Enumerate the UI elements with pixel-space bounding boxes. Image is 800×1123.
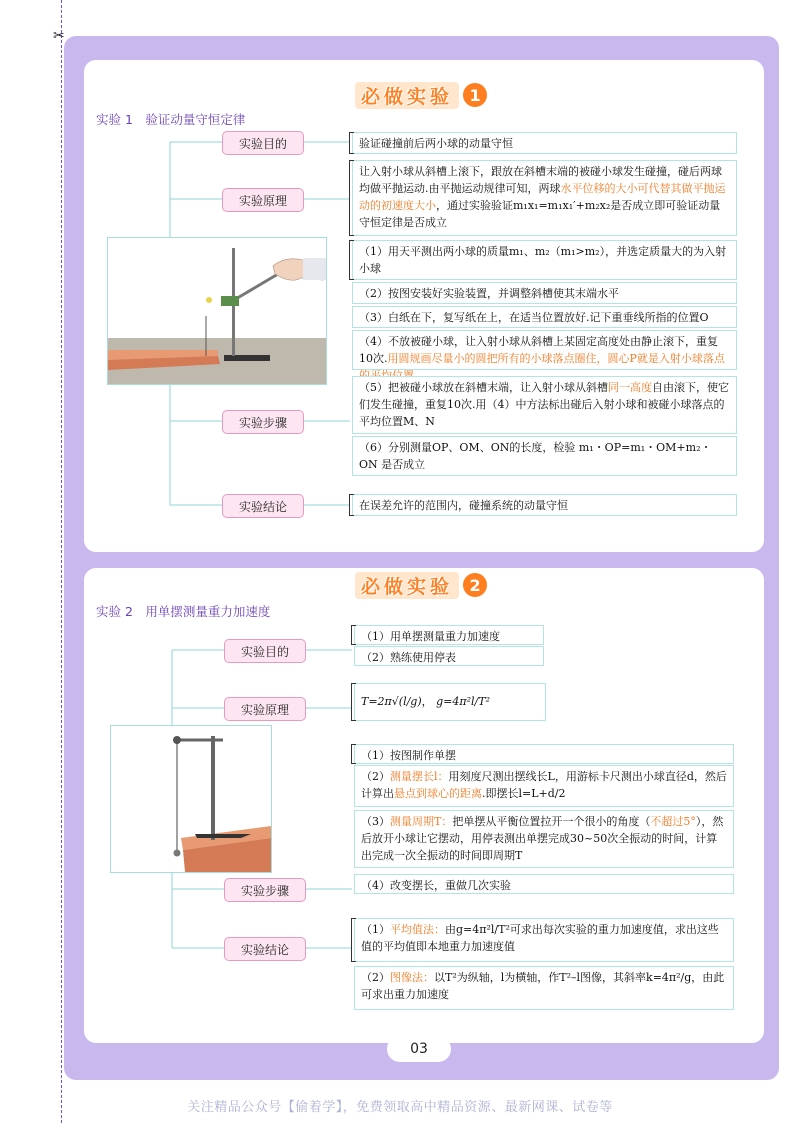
formula-separator: ， [421, 695, 433, 708]
exp2-step-3-text: 把单摆从平衡位置拉开一个很小的角度（ [452, 815, 651, 828]
banner-title: 必做实验 [355, 572, 459, 599]
footer-watermark: 关注精品公众号【偷着学】，免费领取高中精品资源、最新网课、试卷等 [187, 1100, 613, 1115]
exp2-purpose-1 [354, 625, 544, 645]
exp2-step-3-highlight-2: 不超过5° [650, 815, 696, 828]
banner-number: 1 [463, 83, 487, 107]
cut-line [61, 0, 62, 1123]
exp1-step-3 [352, 306, 737, 328]
exp1-step-4-text: （4）不放被碰小球，让入射小球从斜槽上某固定高度处由静止滚下，重复10次. [359, 335, 718, 365]
exp1-step-6-text: （6）分别测量OP、OM、ON的长度，检验 m₁・OP=m₁・OM+m₂・ON 是否成立 [359, 441, 712, 471]
exp2-purpose-1-text: （1）用单摆测量重力加速度 [361, 630, 500, 643]
exp2-step-2 [354, 765, 734, 807]
exp2-step-2-highlight: 测量摆长l： [390, 770, 449, 783]
experiment-2-title: 实验 2 用单摆测量重力加速度 [96, 604, 271, 619]
exp2-conclusion-2-prefix: （2） [361, 971, 390, 984]
exp1-step-4-highlight: 用圆规画尽量小的圆把所有的小球落点圈住，圆心P就是入射小球落点 [387, 352, 725, 365]
momentum-apparatus-image [107, 237, 327, 385]
banner-number: 2 [463, 573, 487, 597]
exp1-conclusion-box [352, 494, 737, 516]
exp1-principle-text-2: ，通过实验验证m₁x₁=m₁x₁′+m₂x₂是否成立即可验证动量守恒定律是否成立 [359, 199, 721, 229]
exp2-conclusion-2-highlight: 图像法： [390, 971, 434, 984]
exp1-step-5 [352, 376, 737, 434]
exp2-step-4-text: （4）改变摆长，重做几次实验 [361, 879, 511, 892]
exp2-principle-box [354, 683, 546, 721]
exp2-steps-label: 实验步骤 [224, 878, 306, 902]
experiment-2-banner [355, 572, 487, 598]
exp1-conclusion-label: 实验结论 [222, 494, 304, 518]
exp1-principle-label: 实验原理 [222, 188, 304, 212]
exp2-conclusion-1-highlight: 平均值法： [390, 923, 445, 936]
exp2-step-3-text-2: ），然后放开小球让它摆动，用停表测出单摆完成30~50次全振动的时间，计算出完成一次全振动的时间即周期T [361, 815, 724, 862]
exp1-purpose-label: 实验目的 [222, 131, 304, 155]
exp2-step-2-prefix: （2） [361, 770, 390, 783]
exp1-step-6 [352, 436, 737, 476]
exp2-purpose-2 [354, 646, 544, 666]
exp2-conclusion-1-prefix: （1） [361, 923, 390, 936]
exp2-step-3-prefix: （3） [361, 815, 390, 828]
experiment-1-banner [355, 82, 487, 108]
exp2-purpose-2-text: （2）熟练使用停表 [361, 651, 456, 664]
exp2-step-3 [354, 810, 734, 868]
pendulum-apparatus-image [110, 725, 272, 873]
exp1-step-1-text: （1）用天平测出两小球的质量m₁、m₂（m₁>m₂），并选定质量大的为入射小球 [359, 245, 727, 275]
exp2-step-3-highlight: 测量周期T： [390, 815, 453, 828]
exp2-conclusion-2-text: 以T²为纵轴，l为横轴，作T²–l图像，其斜率k=4π²/g，由此可求出重力加速度 [361, 971, 725, 1001]
exp2-conclusion-1-text: 由g=4π²l/T²可求出每次实验的重力加速度值，求出这些值的平均值即本地重力加速度值 [361, 923, 719, 953]
exp2-principle-label: 实验原理 [224, 697, 306, 721]
exp1-principle-text: 让入射小球从斜槽上滚下，跟放在斜槽末端的被碰小球发生碰撞，碰后两球均做平抛运动.由平抛运动规律可知，两球 [359, 165, 722, 195]
exp2-step-2-text: 用刻度尺测出摆线长L，用游标卡尺测出小球直径d，然后计算出 [361, 770, 727, 800]
exp2-step-4 [354, 874, 734, 894]
exp1-steps-label: 实验步骤 [222, 410, 304, 434]
exp2-step-2-highlight-2: 悬点到球心的距离 [394, 787, 482, 800]
exp1-principle-box [352, 160, 737, 236]
exp1-step-1 [352, 240, 737, 280]
scissors-icon: ✂ [53, 28, 65, 44]
exp2-step-2-text-2: .即摆长l=L+d/2 [482, 787, 566, 800]
experiment-1-title: 实验 1 验证动量守恒定律 [96, 112, 246, 127]
exp1-step-2-text: （2）按图安装好实验装置，并调整斜槽使其末端水平 [359, 287, 619, 300]
exp1-step-5-highlight: 同一高度 [608, 381, 652, 394]
exp2-purpose-label: 实验目的 [224, 639, 306, 663]
exp2-step-1 [354, 744, 734, 764]
exp1-purpose-box [352, 132, 737, 154]
exp1-step-4 [352, 330, 737, 370]
exp2-conclusion-2 [354, 966, 734, 1010]
exp2-conclusion-1 [354, 918, 734, 962]
exp1-purpose-text: 验证碰撞前后两小球的动量守恒 [359, 137, 513, 150]
banner-title: 必做实验 [355, 82, 459, 109]
page-number: 03 [387, 1036, 451, 1062]
exp1-step-2 [352, 282, 737, 304]
period-formula: T=2π√(l/g) [361, 695, 422, 708]
exp1-step-5-text: （5）把被碰小球放在斜槽末端，让入射小球从斜槽 [359, 381, 608, 394]
exp1-step-3-text: （3）白纸在下，复写纸在上，在适当位置放好.记下重垂线所指的位置O [359, 311, 709, 324]
exp2-conclusion-label: 实验结论 [224, 937, 306, 961]
exp2-step-1-text: （1）按图制作单摆 [361, 749, 456, 762]
exp1-principle-highlight: 水平位移的大小可代替其做平抛运动的初速度大小 [359, 182, 726, 212]
exp1-conclusion-text: 在误差允许的范围内，碰撞系统的动量守恒 [359, 499, 568, 512]
exp1-step-5-text-2: 自由滚下，使它们发生碰撞，重复10次.用（4）中方法标出碰后入射小球和被碰小球落点的平均位置M、N [359, 381, 729, 428]
gravity-formula: g=4π²l/T² [436, 695, 491, 708]
